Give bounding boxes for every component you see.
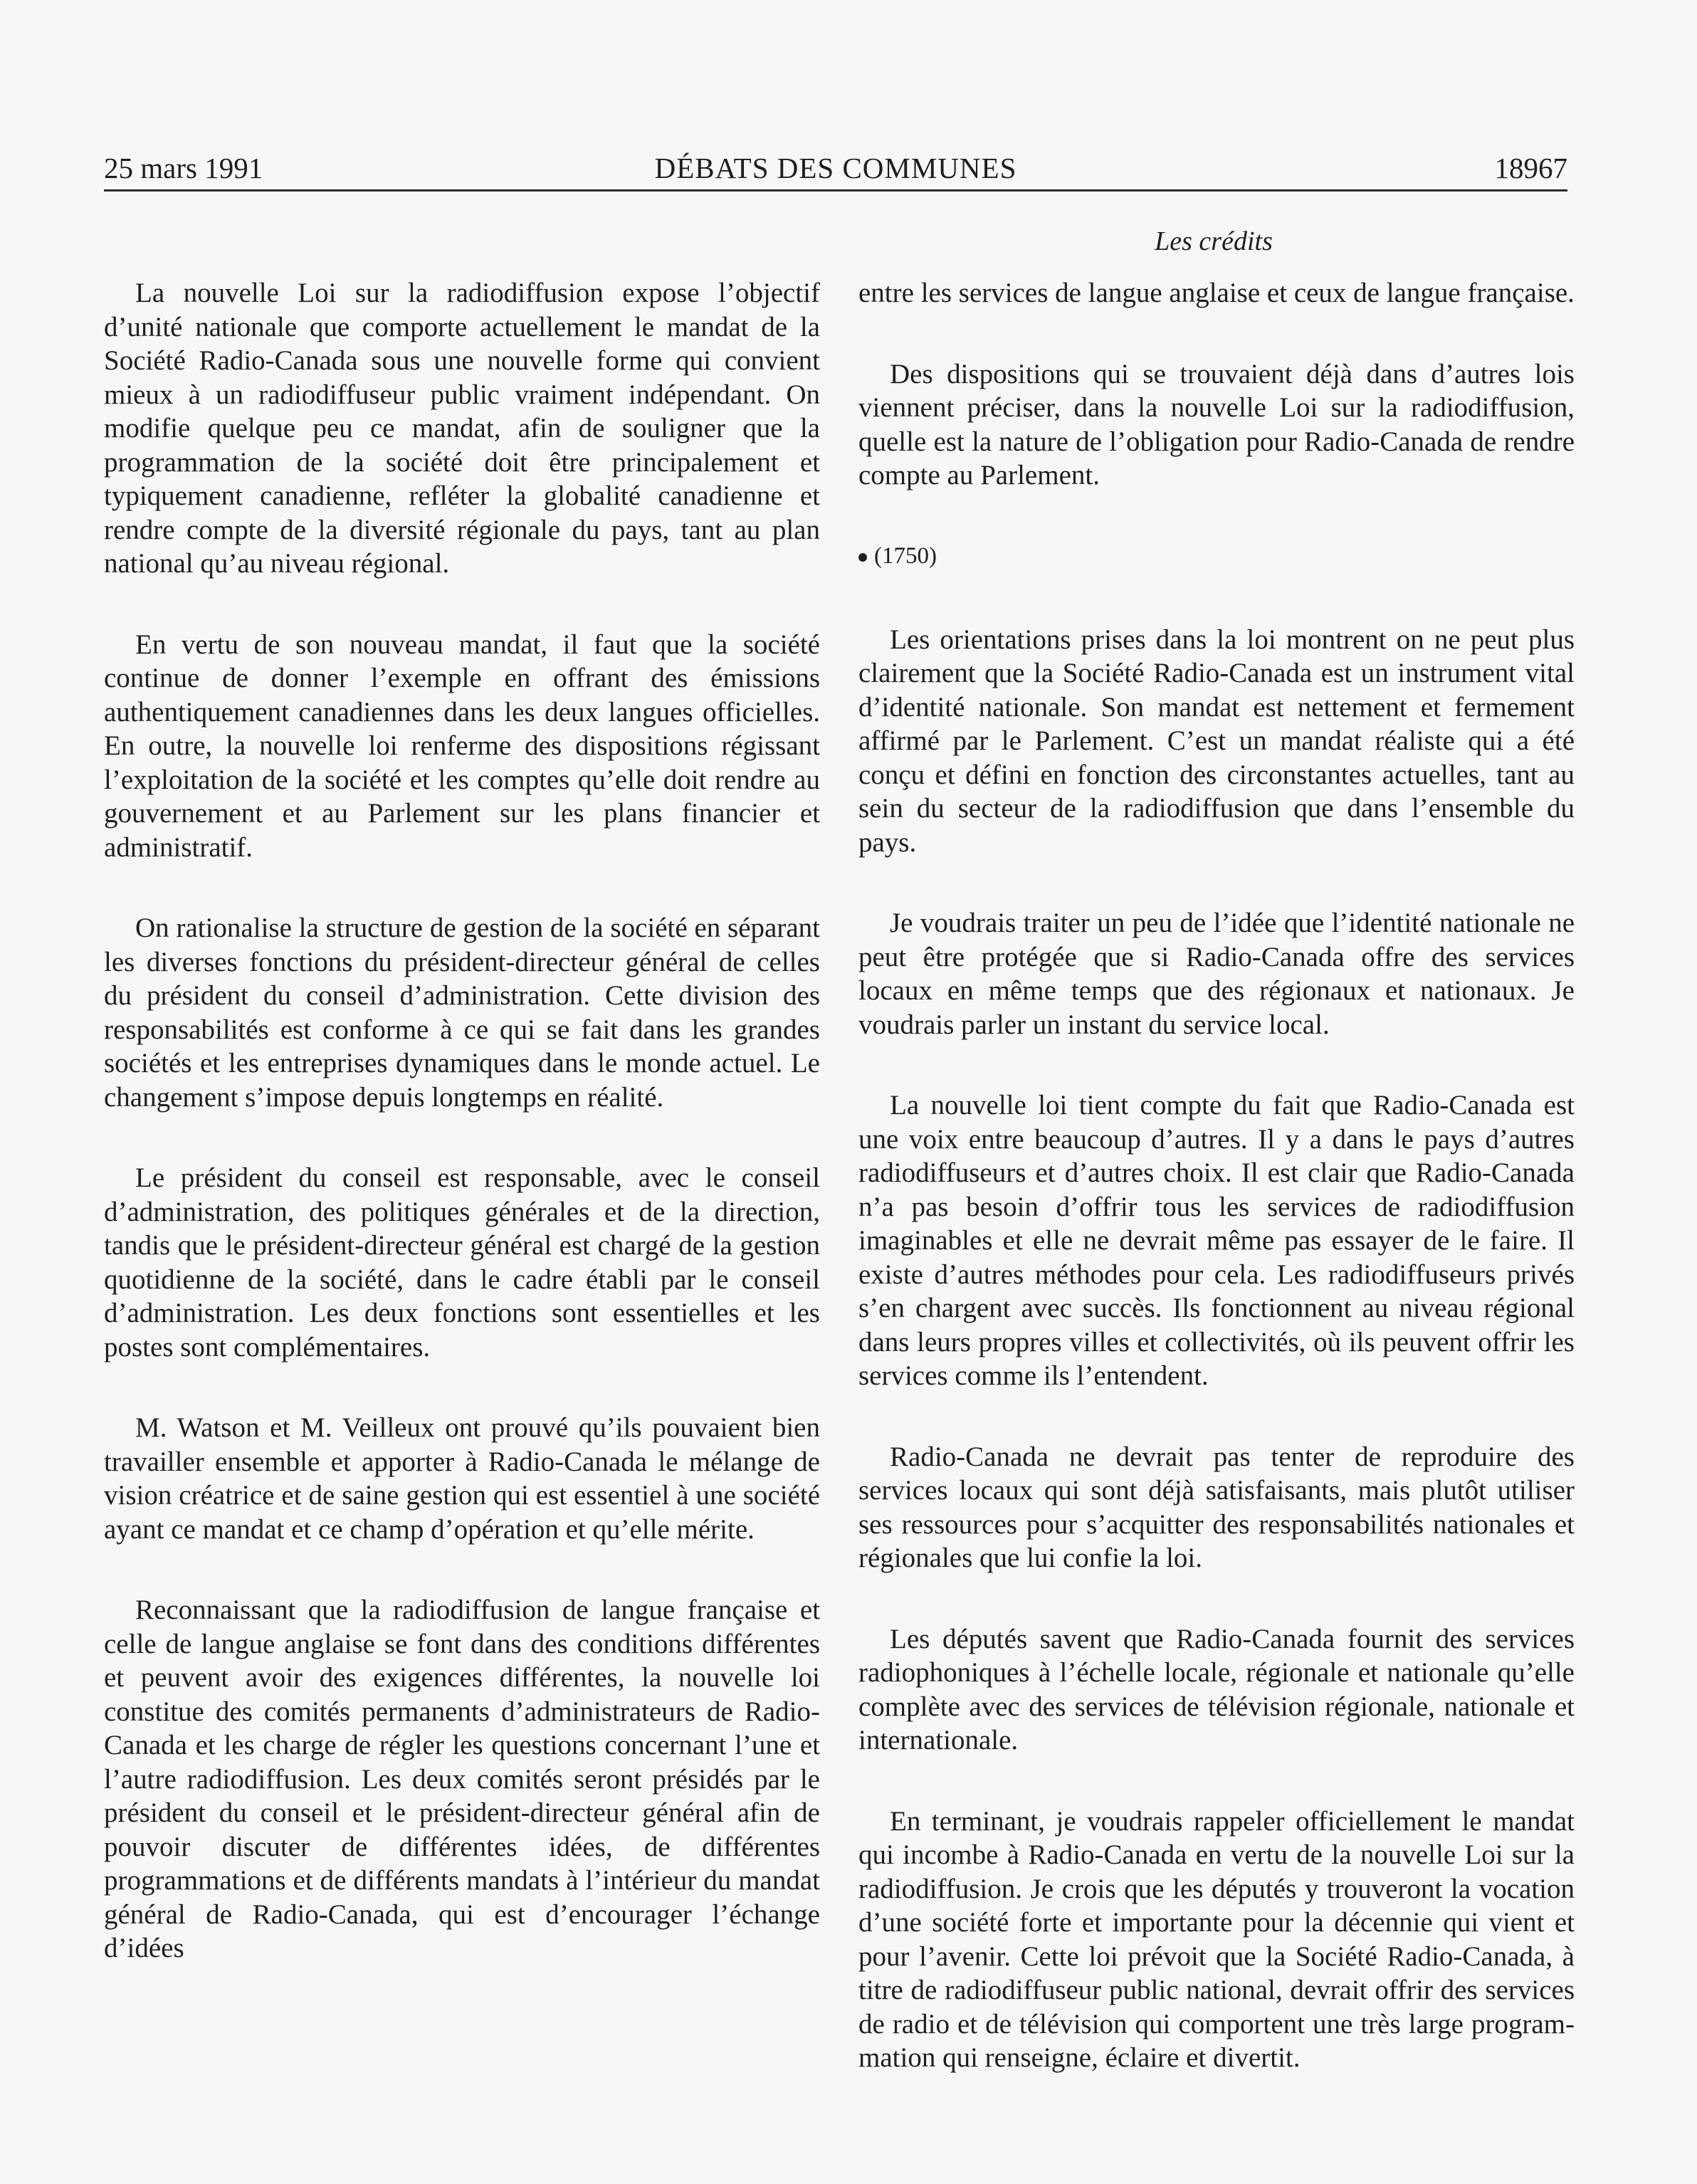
paragraph: On rationalise la structure de gestion de la société en séparant les diverses fonctions du président-directeur général de celles du président du conseil d’administration. Cette division des responsabilités est conforme à ce qui se fait dans les grandes sociétés et les entreprises dynamiques dans le monde actuel. Le changement s’impose depuis longtemps en réalité. bbox=[104, 913, 820, 1113]
header-rule bbox=[104, 189, 1567, 191]
paragraph: Le président du conseil est responsable, avec le conseil d’administration, des politiques générales et de la direction, tandis que le président-directeur général est chargé de la gestion quotidienne de la société, dans le cadre établi par le conseil d’administration. Les deux fonctions sont essentielles et les postes sont complémentaires. bbox=[104, 1162, 820, 1363]
paragraph: M. Watson et M. Veilleux ont prouvé qu’ils pouvaient bien travailler ensemble et apporter à Radio-Canada le mélange de vision créatrice et de saine gestion qui est essentiel à une société ayant ce mandat et ce champ d’opération et qu’elle mérite. bbox=[104, 1412, 820, 1545]
paragraph: Reconnaissant que la radiodiffusion de langue française et celle de langue anglaise se font dans des conditions différentes et peuvent avoir des exigences différentes, la nouvelle loi constitue des comités permanents d’administrateurs de Radio-Canada et les charge de régler les questions concernant l’une et l’autre radiodiffusion. Les deux comités seront présidés par le président du conseil et le président-directeur général afin de pouvoir discuter de différentes idées, de différentes programmations et de différents mandats à l’intérieur du mandat général de Radio-Canada, qui est d’encourager l’échange d’idées bbox=[104, 1595, 820, 1963]
page-header bbox=[104, 148, 1567, 188]
section-title: Les crédits bbox=[1155, 226, 1273, 256]
publication-title: DÉBATS DES COMMUNES bbox=[654, 152, 1017, 184]
bullet-icon bbox=[858, 553, 867, 562]
time-marker-label: (1750) bbox=[874, 542, 937, 569]
left-column bbox=[104, 276, 820, 2012]
paragraph: Les orientations prises dans la loi montrent on ne peut plus clairement que la Société Radio-Canada est un instrument vital d’identité nationale. Son mandat est nettement et fermement affirmé par le Parlement. C’est un mandat réaliste qui a été conçu et défini en fonction des circonstantes actuelles, tant au sein du secteur de la radiodiffusion que dans l’ensemble du pays. bbox=[858, 624, 1575, 858]
paragraph: En vertu de son nouveau mandat, il faut que la société continue de donner l’exemple en offrant des émissions authentiquement canadiennes dans les deux langues officielles. En outre, la nouvelle loi renferme des dispositions régissant l’exploitation de la société et les comptes qu’elle doit rendre au gouvernement et au Parlement sur les plans financier et administratif. bbox=[104, 629, 820, 863]
paragraph: Les députés savent que Radio-Canada fournit des services radiophoniques à l’échelle locale, régionale et nationale qu’elle complète avec des services de télévision régionale, nationale et internationale. bbox=[858, 1623, 1575, 1755]
paragraph: Je voudrais traiter un peu de l’idée que l’identité nationale ne peut être protégée que si Radio-Canada offre des services locaux en même temps que des régionaux et nationaux. Je voudrais parler un instant du service local. bbox=[858, 908, 1575, 1040]
paragraph-continuation: entre les services de langue anglaise et ceux de langue française. bbox=[858, 278, 1575, 308]
paragraph: En terminant, je voudrais rappeler officiellement le mandat qui incombe à Radio-Canada en vertu de la nouvelle Loi sur la radiodiffusion. Je crois que les députés y trouveront la vocation d’une société forte et importante pour la décennie qui vient et pour l’avenir. Cette loi prévoit que la Société Radio-Canada, à titre de radiodiffuseur public national, devrait offrir des services de radio et de télévision qui comportent une très large programmation qui renseigne, éclaire et divertit. bbox=[858, 1805, 1575, 2073]
header-date: 25 mars 1991 bbox=[104, 152, 263, 184]
paragraph: Radio-Canada ne devrait pas tenter de reproduire des services locaux qui sont déjà satisfaisants, mais plutôt utiliser ses ressources pour s’acquitter des responsabilités nationales et régionales que lui confie la loi. bbox=[858, 1441, 1575, 1573]
page-number: 18967 bbox=[1494, 152, 1567, 184]
time-marker bbox=[858, 540, 1575, 573]
right-column bbox=[858, 276, 1575, 2122]
paragraph: Des dispositions qui se trouvaient déjà dans d’autres lois viennent préciser, dans la nouvelle Loi sur la radiodiffusion, quelle est la nature de l’obligation pour Radio-Canada de rendre compte au Parlement. bbox=[858, 358, 1575, 490]
paragraph: La nouvelle Loi sur la radiodiffusion expose l’objectif d’unité nationale que comporte actuellement le mandat de la Société Radio-Canada sous une nouvelle forme qui convient mieux à un radiodiffuseur public vraiment indépendant. On modifie quelque peu ce mandat, afin de souligner que la programmation de la société doit être principalement et typiquement canadienne, refléter la globalité canadienne et rendre compte de la diversité régionale du pays, tant au plan national qu’au niveau régional. bbox=[104, 278, 820, 579]
paragraph: La nouvelle loi tient compte du fait que Radio-Canada est une voix entre beaucoup d’autres. Il y a dans le pays d’autres radiodiffuseurs et d’autres choix. Il est clair que Radio-Canada n’a pas besoin d’offrir tous les services de radiodiffusion imaginables et elle ne devrait même pas essayer de le faire. Il existe d’autres méthodes pour cela. Les radiodiffuseurs privés s’en chargent avec succès. Ils fonctionnent au niveau régional dans leurs propres villes et collectivités, où ils peuvent offrir les services comme ils l’entendent. bbox=[858, 1090, 1575, 1391]
